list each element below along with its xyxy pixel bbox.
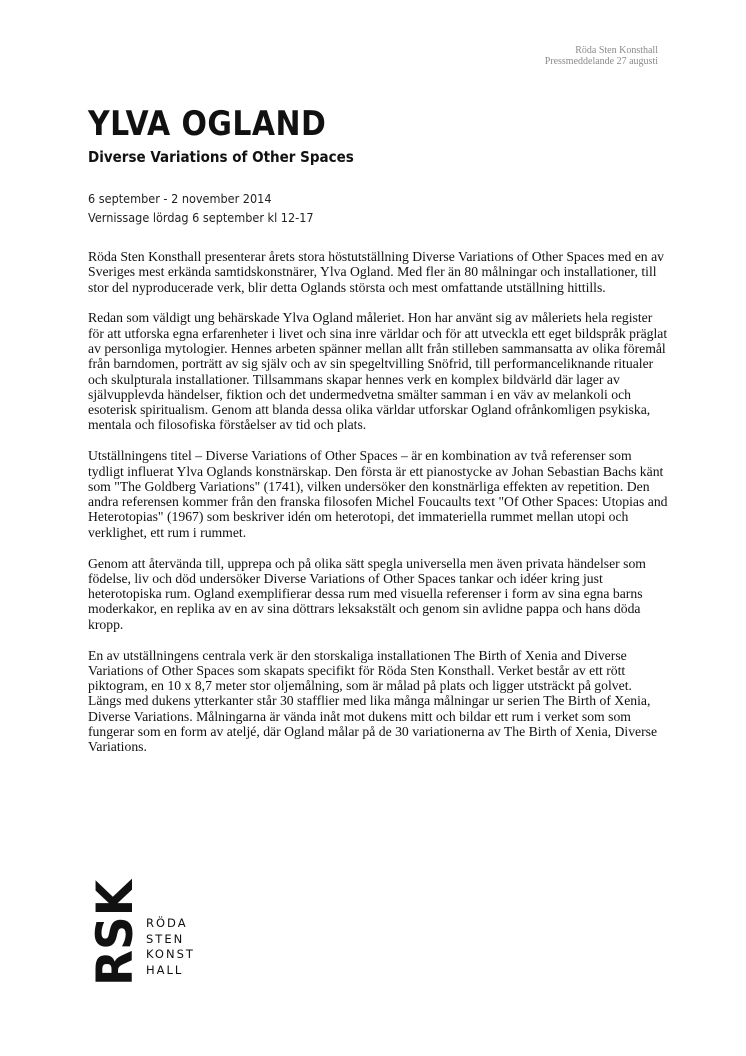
logo-word: RÖDA bbox=[146, 916, 188, 930]
paragraph: Röda Sten Konsthall presenterar årets stora höstutställning Diverse Variations of Other Spaces med en av Sveriges mest erkända samtidskonstnärer, Ylva Ogland. Med fler än 80 målningar och installationer, till stor del nyproducerade verk, blir detta Oglands största och mest omfattande utställning hittills. bbox=[88, 249, 664, 295]
paragraph: Utställningens titel – Diverse Variations of Other Spaces – är en kombination av två referenser som tydligt influerat Ylva Oglands konstnärskap. Den första är ett pianostycke av Johan Sebastian Bachs känt som "The Goldberg Variations" (1741), vilken undersöker den konstnärliga effekten av repetition. Den andra referensen kommer från den franska filosofen Michel Foucaults text "Of Other Spaces: Utopias and Heterotopias" (1967) som beskriver idén om heterotopi, det immateriella rummet mellan utopi och verklighet, ett rum i rummet. bbox=[88, 448, 668, 540]
rsk-logo-letters: RSK bbox=[86, 872, 144, 986]
press-release-date: Pressmeddelande 27 augusti bbox=[544, 56, 658, 67]
logo-word: HALL bbox=[146, 962, 184, 977]
date-range: 6 september - 2 november 2014 bbox=[88, 192, 272, 206]
title-block bbox=[88, 104, 383, 166]
exhibition-subtitle: Diverse Variations of Other Spaces bbox=[88, 148, 354, 166]
page-title: YLVA OGLAND bbox=[88, 104, 327, 144]
paragraph: Redan som väldigt ung behärskade Ylva Ogland måleriet. Hon har använt sig av måleriets hela register för att utforska egna erfarenheter i livet och sina inre världar och för att utveckla ett eget bildspråk präglat av personliga mytologier. Hennes arbeten spänner mellan allt från stilleben sammansatta av olika föremål från barndomen, porträtt av sig själv och av sin spegeltvilling Snöfrid, till performanceliknande ritualer och skulpturala installationer. Tillsammans skapar hennes verk en komplex bildvärld där lager av självupplevda händelser, fiktion och det undermedvetna smälter samman i en väv av melankoli och esoterisk spiritualism. Genom att blanda dessa olika världar utforskar Ogland ofrånkomligen psykiska, mentala och filosofiska förståelser av tid och plats. bbox=[88, 310, 668, 433]
rsk-logo bbox=[86, 872, 208, 988]
document-header bbox=[545, 45, 658, 67]
rsk-logo-mark bbox=[86, 872, 144, 986]
paragraph: Genom att återvända till, upprepa och på olika sätt spegla universella men även privata händelser som födelse, liv och död undersöker Diverse Variations of Other Spaces tankar och idéer kring just heterotopiska rum. Ogland exemplifierar dessa rum med visuella referenser i form av sina egna barns moderkakor, en replika av en av sina döttrars leksakstält och genom sin avlidne pappa och hans döda kropp. bbox=[88, 555, 646, 632]
press-release-body bbox=[88, 249, 668, 770]
rsk-logo-wordmark bbox=[146, 916, 195, 978]
logo-word: KONST bbox=[146, 947, 195, 961]
organization-name: Röda Sten Konsthall bbox=[575, 45, 658, 56]
logo-word: STEN bbox=[146, 931, 185, 946]
paragraph: En av utställningens centrala verk är den storskaliga installationen The Birth of Xenia and Diverse Variations of Other Spaces som skapats specifikt för Röda Sten Konsthall. Verket består av ett rött piktogram, en 10 x 8,7 meter stor oljemålning, som är målad på plats och ligger utsträckt på golvet. Längs med dukens ytterkanter står 30 stafflier med lika många målningar ur serien The Birth of Xenia, Diverse Variations. Målningarna är vända inåt mot dukens mitt och bildar ett rum i verket som som fungerar som en form av ateljé, där Ogland målar på de 30 variationerna av The Birth of Xenia, Diverse Variations. bbox=[88, 647, 658, 755]
exhibition-dates bbox=[88, 190, 328, 228]
opening-info: Vernissage lördag 6 september kl 12-17 bbox=[88, 211, 314, 225]
